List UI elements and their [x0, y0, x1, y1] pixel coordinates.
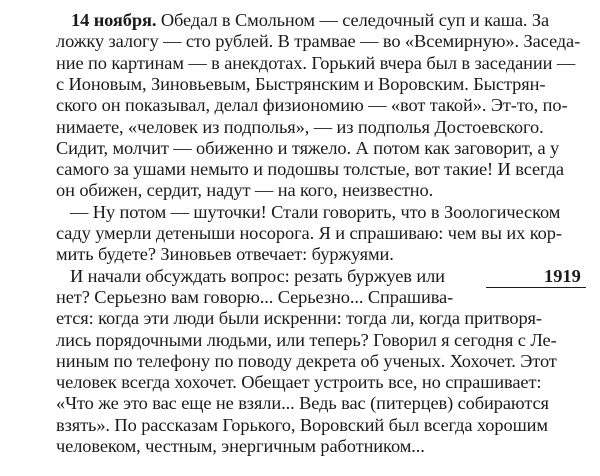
text-line: он обижен, сердит, надут — на кого, неизвестно.	[56, 180, 434, 201]
text-line: человеком, честным, энергичным работником...	[56, 436, 425, 456]
text-line: нимаете, «человек из подполья», — из подполья Достоевского.	[56, 116, 544, 137]
text-line: ложку залогу — сто рублей. В трамвае — во «Всемирную». Заседа-	[56, 31, 581, 52]
text-line: лись порядочными людьми, или теперь? Говорил я сегодня с Ле-	[56, 329, 557, 350]
text-line: ниным по телефону по поводу декрета об ученых. Хохочет. Этот	[56, 350, 557, 371]
text-line: ского он показывал, делал физиономию — «вот такой». Эт-то, по-	[56, 95, 568, 116]
text-line: «Что же это вас еще не взяли... Ведь вас (питерцев) собираются	[56, 393, 549, 414]
text-line: Сидит, молчит — обиженно и тяжело. А потом как заговорит, а у	[56, 137, 560, 158]
text-line: с Ионовым, Зиновьевым, Быстрянским и Воровским. Быстрян-	[56, 73, 546, 94]
text-line: человек всегда хохочет. Обещает устроить все, но спрашивает:	[56, 372, 542, 393]
text-line: нет? Серьезно вам говорю... Серьезно... Спрашива-	[56, 286, 454, 307]
text-line: ется: когда эти люди были искренни: тогда ли, когда притворя-	[56, 308, 542, 329]
text-line: Обедал в Смольном — селедочный суп и каша. За	[156, 10, 550, 30]
text-line: — Ну потом — шуточки! Стали говорить, что в Зоологическом	[70, 201, 561, 222]
running-head-year: 1919	[544, 265, 581, 286]
text-line: взять». По рассказам Горького, Воровский был всегда хорошим	[56, 414, 548, 435]
text-line: саду умерли детеныши носорога. Я и спрашиваю: чем вы их кор-	[56, 223, 562, 243]
text-line: ние по картинам — в анекдотах. Горький вчера был в заседании —	[56, 52, 576, 73]
text-line: мить будете? Зиновьев отвечает: буржуями.	[56, 244, 394, 265]
running-head-rule	[486, 287, 586, 288]
text-line: самого за ушами немыто и подошвы толстые, вот такие! И всегда	[56, 159, 564, 180]
text-line: И начали обсуждать вопрос: резать буржуев или	[70, 265, 445, 286]
paragraph-first-line	[71, 10, 549, 31]
entry-date: 14 ноября.	[71, 10, 157, 30]
